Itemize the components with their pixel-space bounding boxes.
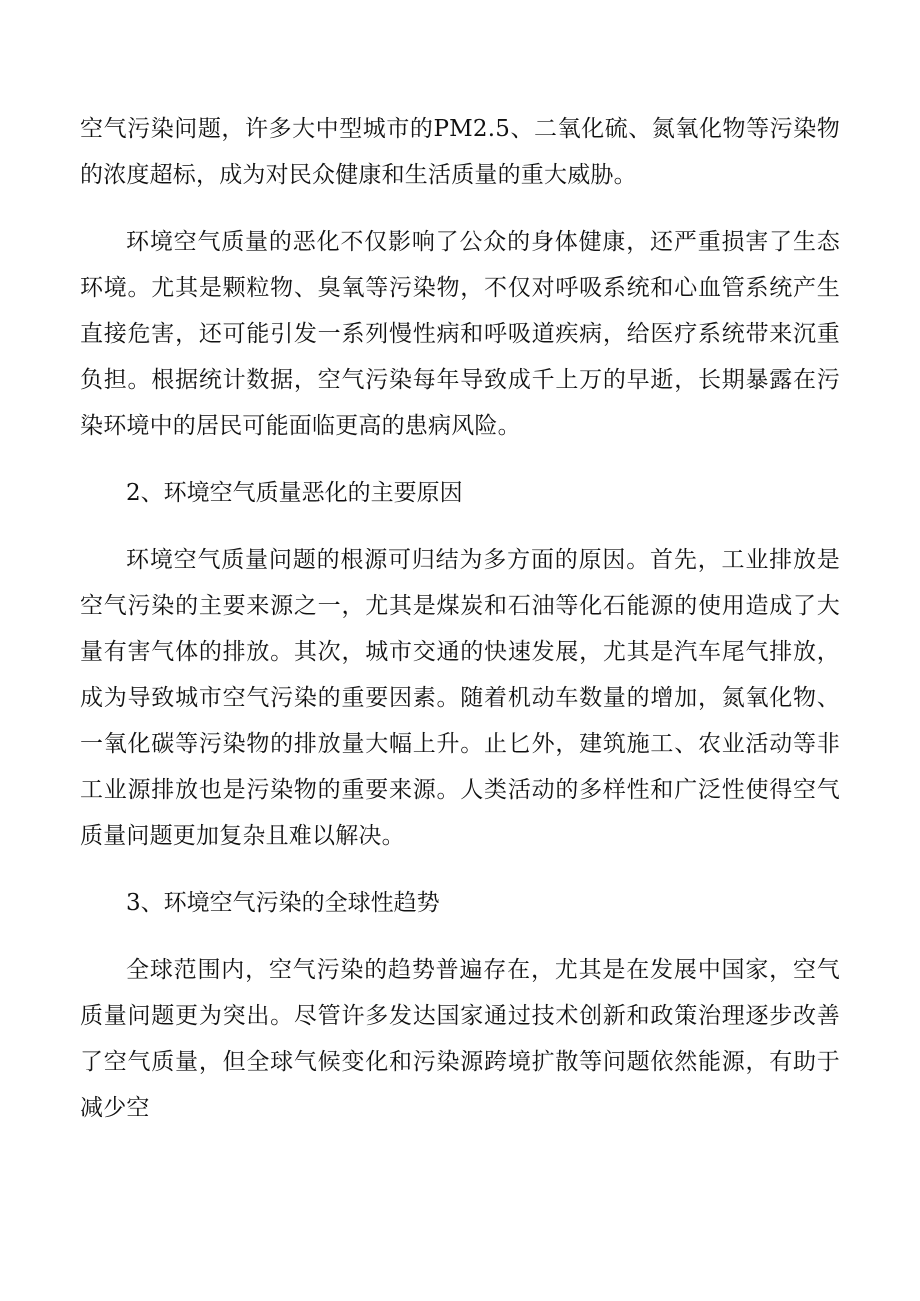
document-body <box>80 106 840 1152</box>
paragraph-global-trend: 全球范围内，空气污染的趋势普遍存在，尤其是在发展中国家，空气质量问题更为突出。尽管许多发达国家通过技术创新和政策治理逐步改善了空气质量，但全球气候变化和污染源跨境扩散等问题依然能源，有助于减少空 <box>80 957 840 1121</box>
paragraph-health-impact: 环境空气质量的恶化不仅影响了公众的身体健康，还严重损害了生态环境。尤其是颗粒物、臭氧等污染物，不仅对呼吸系统和心血管系统产生直接危害，还可能引发一系列慢性病和呼吸道疾病，给医疗系统带来沉重负担。根据统计数据，空气污染每年导致成千上万的早逝，长期暴露在污染环境中的居民可能面临更高的患病风险。 <box>80 229 840 439</box>
section-heading-main-causes: 2、环境空气质量恶化的主要原因 <box>126 480 463 506</box>
section-heading-global-trend: 3、环境空气污染的全球性趋势 <box>126 890 440 916</box>
paragraph-air-pollution-intro: 空气污染问题，许多大中型城市的PM2.5、二氧化硫、氮氧化物等污染物的浓度超标，成为对民众健康和生活质量的重大威胁。 <box>80 116 840 188</box>
paragraph-main-causes: 环境空气质量问题的根源可归结为多方面的原因。首先，工业排放是空气污染的主要来源之一，尤其是煤炭和石油等化石能源的使用造成了大量有害气体的排放。其次，城市交通的快速发展，尤其是汽车尾气排放，成为导致城市空气污染的重要因素。随着机动车数量的增加，氮氧化物、一氧化碳等污染物的排放量大幅上升。止匕外，建筑施工、农业活动等非工业源排放也是污染物的重要来源。人类活动的多样性和广泛性使得空气质量问题更加复杂且难以解决。 <box>80 547 840 849</box>
